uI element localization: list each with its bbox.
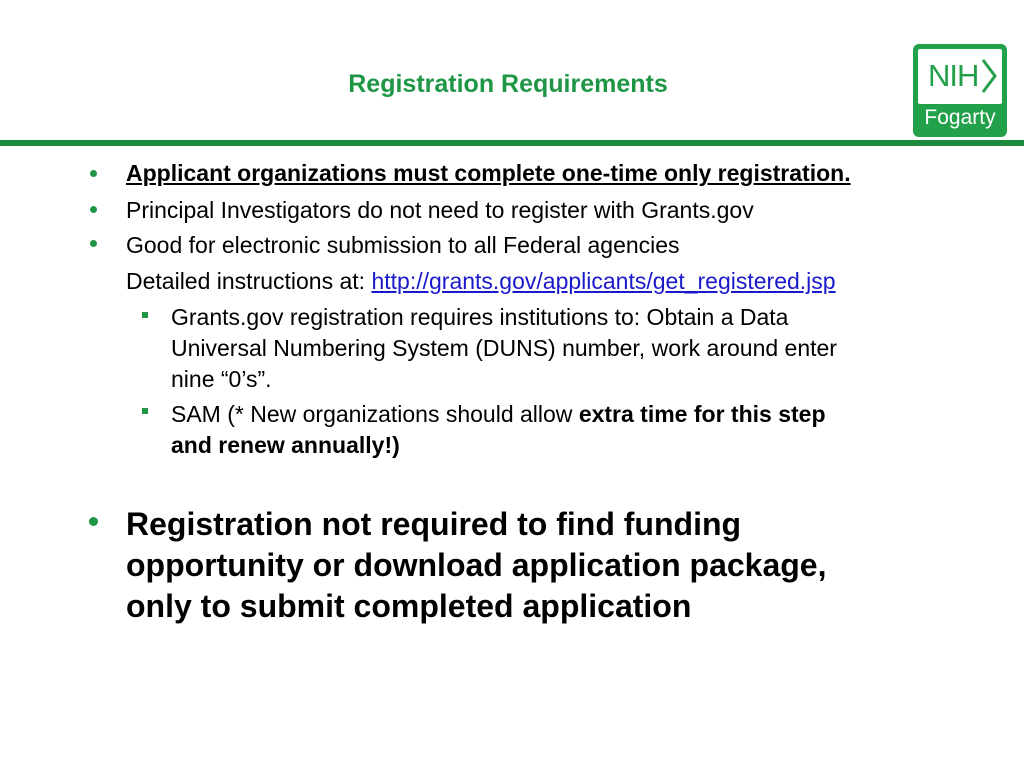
sam-bold-text: extra time for this step xyxy=(578,401,826,427)
bullet-text: Applicant organizations must complete one-time only registration. xyxy=(126,160,851,186)
instructions-line xyxy=(126,268,836,295)
bullet-registration-required xyxy=(126,160,851,187)
bullet-dot xyxy=(89,517,98,526)
logo-fogarty-text: Fogarty xyxy=(924,106,996,129)
sub-bullet-duns-line1: Grants.gov registration requires institutions to: Obtain a Data xyxy=(171,304,789,330)
sam-prefix: SAM (* New organizations should allow xyxy=(171,401,579,427)
chevron-right-icon xyxy=(981,58,997,94)
bullet-pi-no-register: Principal Investigators do not need to register with Grants.gov xyxy=(126,197,754,223)
sub-bullet-duns-line3: nine “0’s”. xyxy=(171,366,272,392)
instructions-prefix: Detailed instructions at: xyxy=(126,268,372,294)
bullet-dot xyxy=(90,240,97,247)
bullet-dot xyxy=(90,206,97,213)
big-bullet-line1: Registration not required to find funding xyxy=(126,506,742,542)
sub-bullet-duns-line2: Universal Numbering System (DUNS) number, work around enter xyxy=(171,335,837,361)
bullet-federal-agencies: Good for electronic submission to all Federal agencies xyxy=(126,232,680,258)
logo-nih-panel xyxy=(918,49,1002,104)
sub-bullet-square xyxy=(142,408,148,414)
bullet-dot xyxy=(90,170,97,177)
big-bullet-line2: opportunity or download application package, xyxy=(126,547,827,583)
big-bullet-line3: only to submit completed application xyxy=(126,588,692,624)
title-divider xyxy=(0,140,1024,146)
sub-bullet-sam-line2 xyxy=(171,432,400,459)
slide-title: Registration Requirements xyxy=(348,70,668,98)
sam-bold-renew: and renew annually!) xyxy=(171,432,400,458)
sub-bullet-sam-line1 xyxy=(171,401,826,428)
logo-nih-text: NIH xyxy=(928,58,979,93)
sub-bullet-square xyxy=(142,312,148,318)
instructions-link[interactable]: http://grants.gov/applicants/get_registered.jsp xyxy=(371,268,836,294)
nih-fogarty-logo xyxy=(913,44,1007,137)
